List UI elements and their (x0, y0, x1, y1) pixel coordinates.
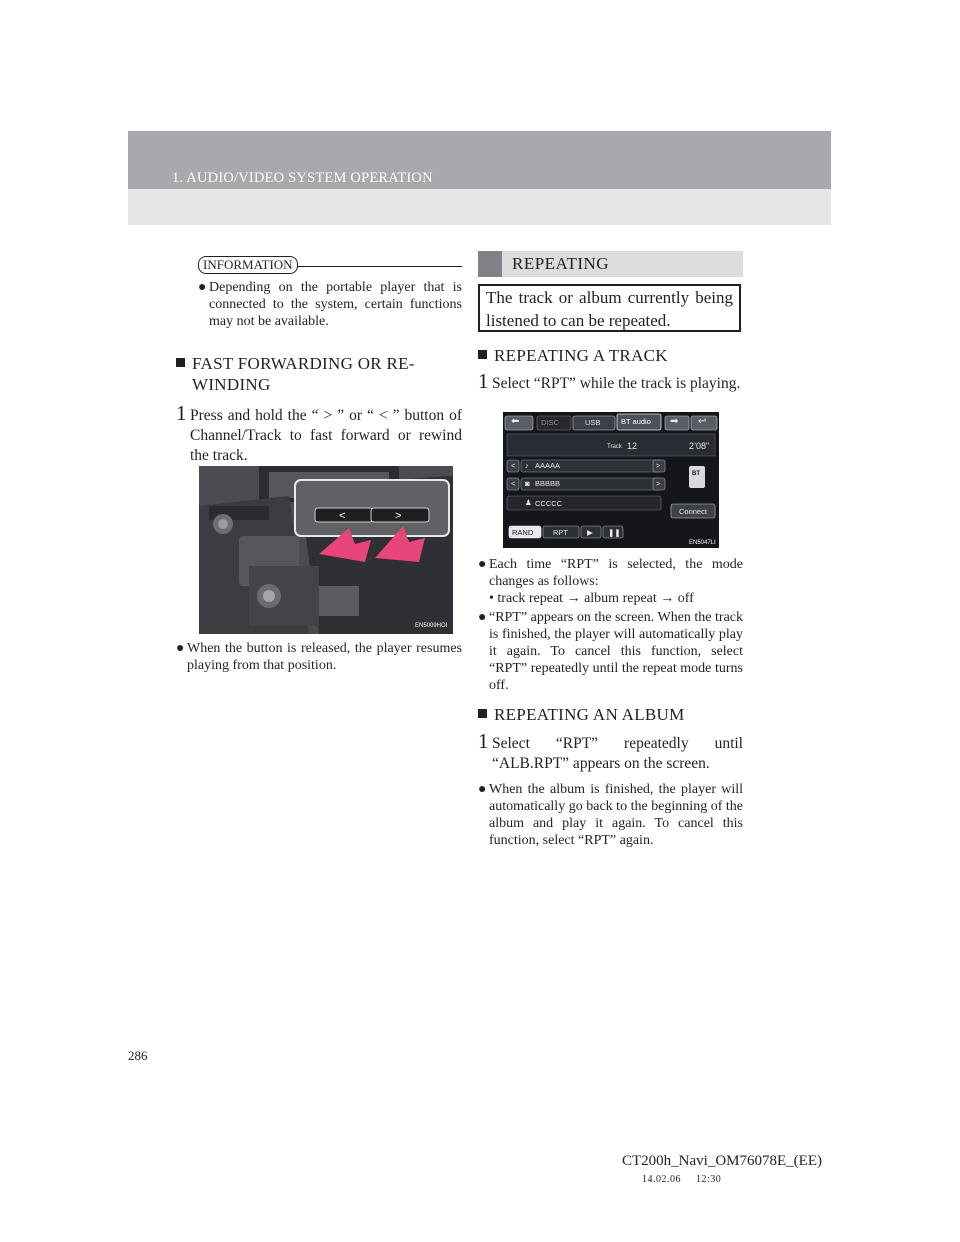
music-note-icon: ♪ (525, 461, 529, 470)
fast-forward-note: ● When the button is released, the player resumes playing from that position. (176, 641, 462, 673)
connect-button[interactable]: Connect (679, 507, 707, 516)
row-title: AAAAA (535, 461, 561, 470)
track-time: 2’08" (689, 441, 710, 451)
heading-square-icon (176, 358, 185, 367)
bullet-dot-icon: ● (478, 557, 487, 572)
dashboard-illustration (199, 466, 453, 634)
return-icon[interactable]: ↩ (698, 416, 707, 427)
bt-audio-screen (503, 412, 719, 548)
page-number: 286 (128, 1048, 148, 1063)
info-rule (298, 266, 462, 267)
dashboard-photo (199, 466, 453, 634)
bullet-dot-icon: ● (478, 610, 487, 625)
repeating-track-note1: ● Each time “RPT” is selected, the mode changes as follows: • track repeat → album repeat → off (478, 557, 743, 606)
repeating-album-note: ● When the album is finished, the player will automatically go back to the beginning of the album and play it again. To cancel this function, select “RPT” again. (478, 782, 743, 848)
figure-code: EN5047LI (689, 540, 716, 546)
artist-icon: ♟ (525, 498, 532, 507)
repeating-album-step: 1 Select “RPT” repeatedly until “ALB.RPT” appears on the screen. (478, 729, 743, 772)
rand-button[interactable]: RAND (512, 528, 534, 537)
heading-square-icon (478, 350, 487, 359)
tab-usb[interactable]: USB (585, 418, 601, 427)
information-bullet: ● Depending on the portable player that is connected to the system, certain functions may not be available. (198, 280, 462, 329)
tab-disc[interactable]: DISC (541, 418, 559, 427)
disc-icon: ◙ (525, 479, 530, 488)
print-timestamp: 14.02.06 12:30 (642, 1174, 722, 1185)
repeating-section-header: REPEATING (478, 251, 743, 277)
section-square-icon (478, 251, 502, 277)
repeating-album-heading: REPEATING AN ALBUM (478, 704, 743, 725)
figure-code: EN5009HOI (415, 623, 448, 629)
rpt-button[interactable]: RPT (553, 528, 568, 537)
fast-forward-heading: FAST FORWARDING OR RE- WINDING (176, 353, 462, 395)
svg-text:>: > (395, 510, 402, 522)
repeating-intro-box: The track or album currently being listened to can be repeated. (478, 284, 741, 332)
prev-folder-icon[interactable]: < (511, 461, 516, 470)
bt-badge: BT (692, 471, 700, 477)
pause-icon[interactable]: ❚❚ (608, 528, 621, 537)
heading-square-icon (478, 709, 487, 718)
repeating-track-heading: REPEATING A TRACK (478, 345, 743, 366)
forward-arrow-icon[interactable]: ➡ (670, 416, 679, 427)
next-folder-icon[interactable]: > (656, 461, 661, 470)
svg-text:<: < (339, 510, 346, 522)
track-label: Track (607, 444, 622, 450)
step-number: 1 (176, 401, 187, 425)
page-header-title: 1. AUDIO/VIDEO SYSTEM OPERATION (172, 170, 433, 186)
bullet-dot-icon: ● (478, 782, 487, 797)
document-id: CT200h_Navi_OM76078E_(EE) (622, 1153, 822, 1169)
fast-forward-step: 1 Press and hold the “ > ” or “ < ” button of Channel/Track to fast forward or rewind the track. (176, 401, 462, 464)
back-arrow-icon[interactable]: ⬅ (511, 416, 520, 427)
prev-track-icon[interactable]: < (511, 479, 516, 488)
next-track-icon[interactable]: > (656, 479, 661, 488)
row-artist: CCCCC (535, 499, 563, 508)
repeating-track-note2: ● “RPT” appears on the screen. When the track is finished, the player will automatically play it again. To cancel this function, select “RPT” repeatedly until the repeat mode turns off. (478, 610, 743, 693)
row-album: BBBBB (535, 479, 561, 488)
bullet-dot-icon: ● (198, 280, 207, 295)
play-icon[interactable]: ▶ (587, 528, 593, 537)
tab-bt-audio[interactable]: BT audio (621, 417, 651, 426)
step-number: 1 (478, 369, 489, 393)
information-label: INFORMATION (198, 256, 298, 274)
repeating-track-step: 1 Select “RPT” while the track is playing. (478, 369, 741, 393)
track-number: 12 (627, 441, 638, 451)
bullet-dot-icon: ● (176, 641, 185, 656)
step-number: 1 (478, 729, 489, 753)
